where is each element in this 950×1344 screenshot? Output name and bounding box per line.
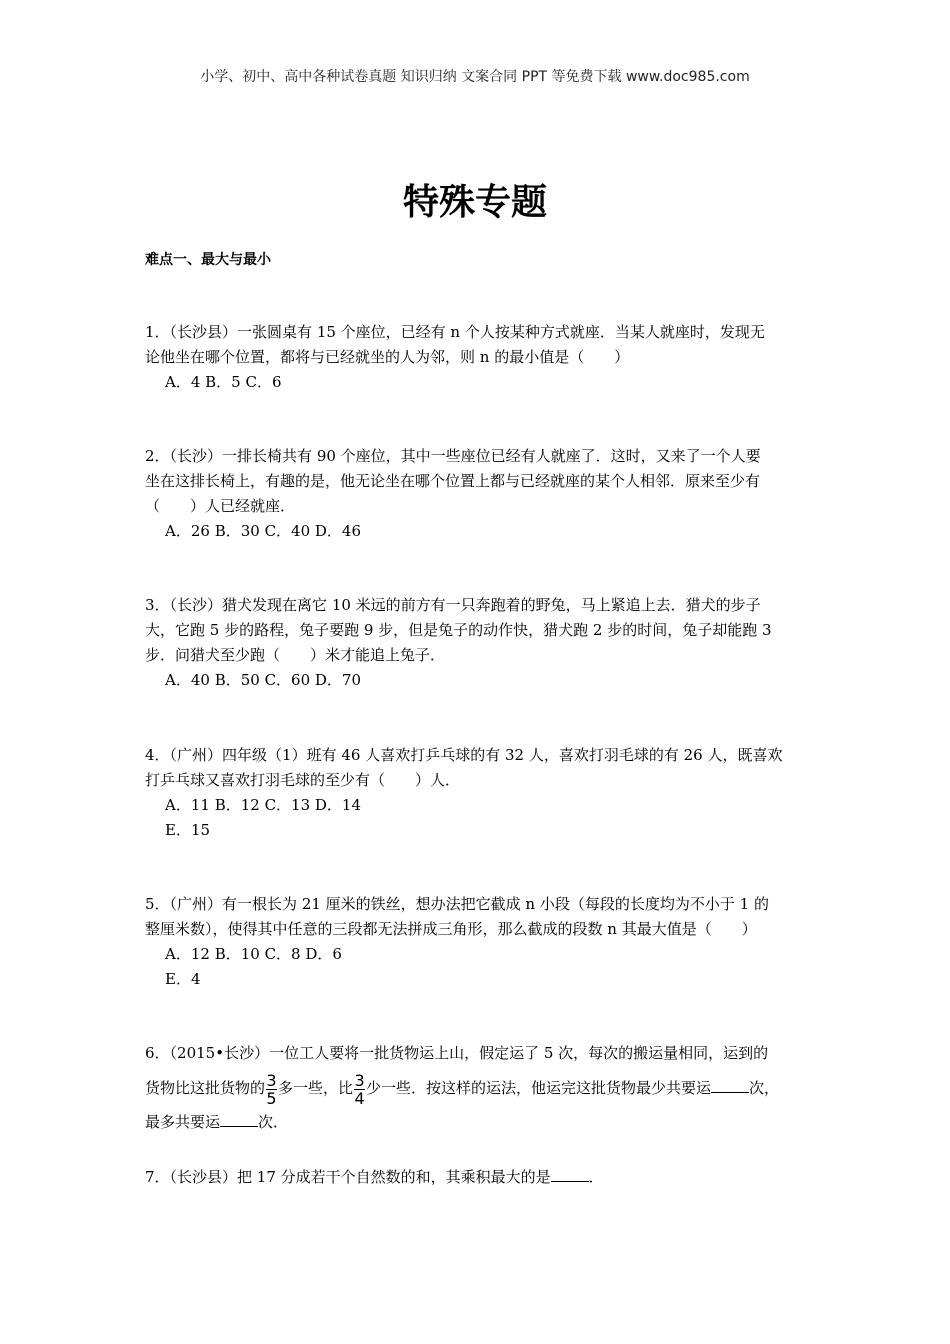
fraction-three-quarters	[354, 1070, 365, 1108]
page-title: 特殊专题	[402, 182, 547, 223]
question-text-row	[145, 1110, 810, 1135]
fraction-denominator: 5	[266, 1088, 277, 1108]
question-text: 论他坐在哪个位置，都将与已经就坐的人为邻，则 n 的最小值是（ ）	[145, 348, 630, 366]
answer-options: A．40 B．50 C．60 D．70	[165, 671, 362, 689]
question-text: 整厘米数），使得其中任意的三段都无法拼成三角形，那么截成的段数 n 其最大值是（ ）	[145, 920, 757, 938]
question-text-row	[145, 1068, 810, 1108]
question-text: 3．（长沙）猎犬发现在离它 10 米远的前方有一只奔跑着的野兔，马上紧追上去．猎犬的步子	[145, 596, 761, 614]
answer-blank[interactable]	[220, 1111, 258, 1127]
question-text: 5．（广州）有一根长为 21 厘米的铁丝，想办法把它截成 n 小段（每段的长度均为不小于 1 的	[145, 895, 769, 913]
question-text: 坐在这排长椅上，有趣的是，他无论坐在哪个位置上都与已经就座的某个人相邻．原来至少有	[145, 472, 761, 490]
question-text-row	[145, 1165, 810, 1190]
question-text: 最多共要运	[145, 1113, 221, 1131]
page-header: 小学、初中、高中各种试卷真题 知识归纳 文案合同 PPT 等免费下载 www.doc985.com	[200, 69, 750, 85]
fraction-denominator: 4	[354, 1088, 365, 1108]
question-text: 大，它跑 5 步的路程，兔子要跑 9 步，但是兔子的动作快，猎犬跑 2 步的时间，兔子却能跑 3	[145, 621, 772, 639]
question-text: 少一些．按这样的运法，他运完这批货物最少共要运	[366, 1079, 712, 1097]
answer-options: A．12 B．10 C．8 D．6	[165, 945, 342, 963]
question-6	[145, 1041, 810, 1135]
question-3	[145, 593, 810, 693]
question-text: 6．（2015•长沙）一位工人要将一批货物运上山，假定运了 5 次，每次的搬运量相同，运到的	[145, 1044, 769, 1062]
answer-blank[interactable]	[711, 1077, 749, 1093]
question-text: 打乒乓球又喜欢打羽毛球的至少有（ ）人．	[145, 771, 461, 789]
answer-blank[interactable]	[551, 1166, 589, 1182]
question-1	[145, 320, 810, 395]
question-text: 次．	[258, 1113, 289, 1131]
question-text: 1．（长沙县）一张圆桌有 15 个座位，已经有 n 个人按某种方式就座．当某人就座时，发现无	[145, 323, 765, 341]
question-2	[145, 444, 810, 544]
answer-options: A．11 B．12 C．13 D．14	[165, 796, 362, 814]
question-text: 货物比这批货物的	[145, 1079, 266, 1097]
section-heading: 难点一、最大与最小	[145, 252, 271, 268]
fraction-numerator: 3	[266, 1070, 277, 1090]
question-text: 4．（广州）四年级（1）班有 46 人喜欢打乒乓球的有 32 人，喜欢打羽毛球的有 26 人，既喜欢	[145, 746, 783, 764]
answer-options: E．15	[165, 821, 211, 839]
question-text: （ ）人已经就座．	[145, 497, 296, 515]
question-4	[145, 743, 810, 843]
fraction-numerator: 3	[354, 1070, 365, 1090]
question-text: 2．（长沙）一排长椅共有 90 个座位，其中一些座位已经有人就座了．这时，又来了一个人要	[145, 447, 761, 465]
question-text: 多一些，比	[278, 1079, 354, 1097]
question-5	[145, 892, 810, 992]
answer-options: E．4	[165, 970, 201, 988]
answer-options: A．4 B．5 C．6	[165, 373, 282, 391]
question-text: 步．问猎犬至少跑（ ）米才能追上兔子．	[145, 646, 446, 664]
question-text: 次，	[749, 1079, 780, 1097]
answer-options: A．26 B．30 C．40 D．46	[165, 522, 362, 540]
question-text: 7．（长沙县）把 17 分成若干个自然数的和，其乘积最大的是	[145, 1168, 551, 1186]
question-text: ．	[588, 1168, 604, 1186]
fraction-three-fifths	[266, 1070, 277, 1108]
question-7	[145, 1165, 810, 1190]
